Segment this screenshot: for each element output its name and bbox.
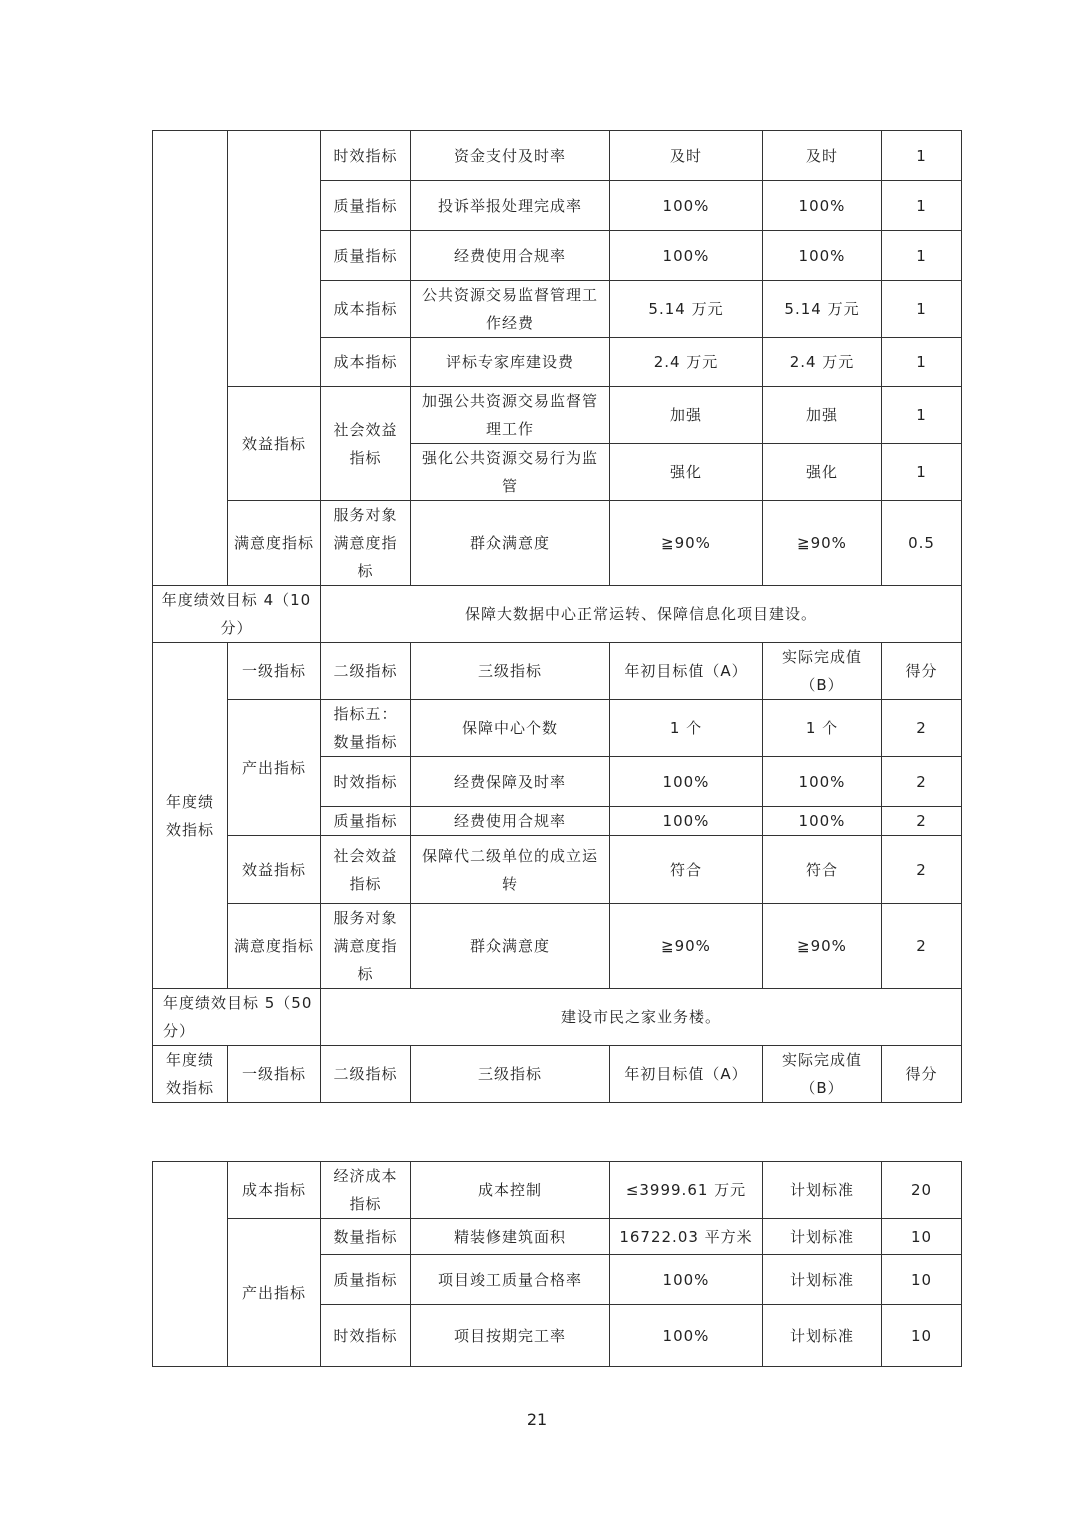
goal-label: 年度绩效目标 5（50分） [153, 989, 321, 1046]
table-row [153, 700, 962, 757]
cell: 经费使用合规率 [411, 231, 610, 281]
cell: 产出指标 [228, 1219, 321, 1367]
cell: 质量指标 [321, 181, 411, 231]
cell: 100% [610, 181, 763, 231]
cell: 服务对象满意度指标 [321, 904, 411, 989]
cell: 100% [610, 231, 763, 281]
cell: 2 [882, 807, 962, 836]
goal-text: 建设市民之家业务楼。 [321, 989, 962, 1046]
cell-empty [153, 1162, 228, 1367]
cell: 10 [882, 1305, 962, 1367]
cell: 效益指标 [228, 387, 321, 501]
cell: 1 [882, 131, 962, 181]
table-row [153, 904, 962, 989]
cell: 1 [882, 444, 962, 501]
cell: 及时 [763, 131, 882, 181]
cell: 成本指标 [228, 1162, 321, 1219]
table-row [153, 989, 962, 1046]
cell: 群众满意度 [411, 904, 610, 989]
cell: ≤3999.61 万元 [610, 1162, 763, 1219]
header-cell: 一级指标 [228, 643, 321, 700]
table-row [153, 1162, 962, 1219]
cell: 100% [610, 1305, 763, 1367]
goal-text: 保障大数据中心正常运转、保障信息化项目建设。 [321, 586, 962, 643]
cell: 时效指标 [321, 131, 411, 181]
cell: 成本指标 [321, 338, 411, 387]
header-cell: 年初目标值（A） [610, 1046, 763, 1103]
cell: 100% [610, 1255, 763, 1305]
cell: 保障中心个数 [411, 700, 610, 757]
cell: 社会效益指标 [321, 836, 411, 904]
header-cell: 实际完成值（B） [763, 643, 882, 700]
cell: 产出指标 [228, 700, 321, 836]
cell: ≧90% [610, 501, 763, 586]
cell: 1 个 [763, 700, 882, 757]
header-cell: 二级指标 [321, 1046, 411, 1103]
cell: 精装修建筑面积 [411, 1219, 610, 1255]
cell: 1 [882, 338, 962, 387]
table-row [153, 586, 962, 643]
header-cell: 二级指标 [321, 643, 411, 700]
header-cell: 得分 [882, 643, 962, 700]
cell: 16722.03 平方米 [610, 1219, 763, 1255]
cell: 2 [882, 700, 962, 757]
cell: 投诉举报处理完成率 [411, 181, 610, 231]
cell: 计划标准 [763, 1255, 882, 1305]
cell: 10 [882, 1219, 962, 1255]
table-row [153, 501, 962, 586]
header-cell: 三级指标 [411, 643, 610, 700]
cell: 效益指标 [228, 836, 321, 904]
cell: 质量指标 [321, 231, 411, 281]
table-row [153, 1219, 962, 1255]
cell: 计划标准 [763, 1162, 882, 1219]
cell: 5.14 万元 [610, 281, 763, 338]
cell: 1 [882, 387, 962, 444]
cell: 100% [763, 807, 882, 836]
table-row [153, 131, 962, 181]
cell: 群众满意度 [411, 501, 610, 586]
cell: 0.5 [882, 501, 962, 586]
cell: 经济成本指标 [321, 1162, 411, 1219]
cell: 1 [882, 281, 962, 338]
cell: 1 [882, 181, 962, 231]
header-cell: 实际完成值（B） [763, 1046, 882, 1103]
cell: 20 [882, 1162, 962, 1219]
cell: 社会效益指标 [321, 387, 411, 501]
cell: 100% [610, 757, 763, 807]
cell: 资金支付及时率 [411, 131, 610, 181]
table-row [153, 836, 962, 904]
cell: 数量指标 [321, 1219, 411, 1255]
cell-empty [228, 131, 321, 387]
performance-table-1 [152, 130, 962, 1103]
cell: 计划标准 [763, 1219, 882, 1255]
cell: 质量指标 [321, 1255, 411, 1305]
cell: 10 [882, 1255, 962, 1305]
cell: 加强 [763, 387, 882, 444]
cell: 服务对象满意度指标 [321, 501, 411, 586]
header-cell: 年初目标值（A） [610, 643, 763, 700]
cell: 5.14 万元 [763, 281, 882, 338]
cell: 质量指标 [321, 807, 411, 836]
cell: 100% [610, 807, 763, 836]
cell: 100% [763, 757, 882, 807]
page-number: 21 [526, 1410, 548, 1429]
cell: 2.4 万元 [763, 338, 882, 387]
cell: 评标专家库建设费 [411, 338, 610, 387]
header-cell: 年度绩效指标 [153, 1046, 228, 1103]
cell: 强化 [610, 444, 763, 501]
cell: 加强 [610, 387, 763, 444]
cell: 经费使用合规率 [411, 807, 610, 836]
cell: ≧90% [763, 904, 882, 989]
cell-empty [153, 131, 228, 586]
cell: 保障代二级单位的成立运转 [411, 836, 610, 904]
goal-label: 年度绩效目标 4（10分） [153, 586, 321, 643]
cell: 指标五：数量指标 [321, 700, 411, 757]
cell: 强化公共资源交易行为监管 [411, 444, 610, 501]
cell: 满意度指标 [228, 501, 321, 586]
cell: 公共资源交易监督管理工作经费 [411, 281, 610, 338]
cell: 1 [882, 231, 962, 281]
cell: 经费保障及时率 [411, 757, 610, 807]
cell: 强化 [763, 444, 882, 501]
cell: ≧90% [610, 904, 763, 989]
cell: ≧90% [763, 501, 882, 586]
table-row [153, 387, 962, 444]
cell: 2.4 万元 [610, 338, 763, 387]
cell: 符合 [763, 836, 882, 904]
cell: 符合 [610, 836, 763, 904]
cell: 成本控制 [411, 1162, 610, 1219]
header-cell: 一级指标 [228, 1046, 321, 1103]
cell: 成本指标 [321, 281, 411, 338]
performance-table-2 [152, 1161, 962, 1367]
cell: 1 个 [610, 700, 763, 757]
cell: 2 [882, 904, 962, 989]
cell: 时效指标 [321, 757, 411, 807]
cell: 加强公共资源交易监督管理工作 [411, 387, 610, 444]
cell: 年度绩效指标 [153, 643, 228, 989]
cell: 满意度指标 [228, 904, 321, 989]
cell: 项目竣工质量合格率 [411, 1255, 610, 1305]
cell: 及时 [610, 131, 763, 181]
table-header-row [153, 1046, 962, 1103]
cell: 计划标准 [763, 1305, 882, 1367]
cell: 时效指标 [321, 1305, 411, 1367]
cell: 2 [882, 836, 962, 904]
cell: 2 [882, 757, 962, 807]
cell: 100% [763, 181, 882, 231]
header-cell: 得分 [882, 1046, 962, 1103]
header-cell: 三级指标 [411, 1046, 610, 1103]
table-header-row [153, 643, 962, 700]
cell: 100% [763, 231, 882, 281]
cell: 项目按期完工率 [411, 1305, 610, 1367]
